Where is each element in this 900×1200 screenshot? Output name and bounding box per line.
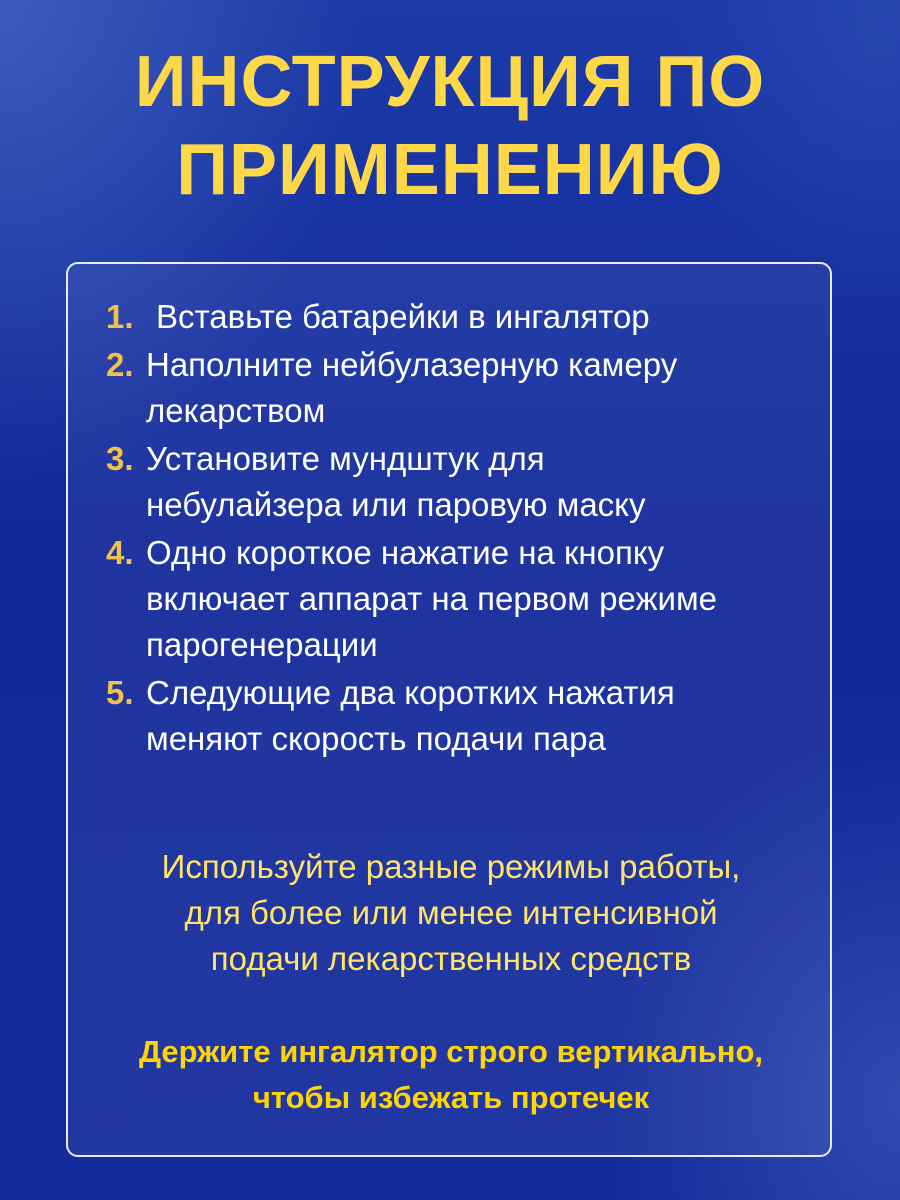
step-number: 5. bbox=[106, 674, 134, 711]
step-line: Одно короткое нажатие на кнопку bbox=[146, 534, 665, 571]
page-title bbox=[0, 38, 900, 214]
step-text bbox=[146, 530, 826, 668]
step-number: 2. bbox=[106, 346, 134, 383]
step-number: 4. bbox=[106, 534, 134, 571]
step-item-1 bbox=[106, 294, 826, 340]
step-line: включает аппарат на первом режиме bbox=[146, 580, 717, 617]
step-line: Следующие два коротких нажатия bbox=[146, 674, 675, 711]
step-line: лекарством bbox=[146, 392, 326, 429]
note-line: Используйте разные режимы работы, bbox=[161, 848, 741, 885]
step-line: Установите мундштук для bbox=[146, 440, 545, 477]
step-text bbox=[146, 670, 826, 762]
step-text bbox=[146, 342, 826, 434]
note-line: для более или менее интенсивной bbox=[184, 894, 718, 931]
step-line: Наполните нейбулазерную камеру bbox=[146, 346, 678, 383]
title-line-1: ИНСТРУКЦИЯ ПО bbox=[134, 42, 766, 122]
steps-list bbox=[106, 294, 826, 764]
usage-note bbox=[68, 844, 834, 982]
step-item-2 bbox=[106, 342, 826, 434]
step-line: парогенерации bbox=[146, 626, 378, 663]
step-text bbox=[156, 294, 826, 340]
instructions-panel bbox=[66, 262, 832, 1157]
warning-line: чтобы избежать протечек bbox=[252, 1080, 650, 1115]
step-number: 3. bbox=[106, 440, 134, 477]
step-item-4 bbox=[106, 530, 826, 668]
step-item-5 bbox=[106, 670, 826, 762]
note-line: подачи лекарственных средств bbox=[210, 940, 692, 977]
step-line: небулайзера или паровую маску bbox=[146, 486, 646, 523]
step-text bbox=[146, 436, 826, 528]
step-line: Вставьте батарейки в ингалятор bbox=[156, 298, 650, 335]
warning-text bbox=[68, 1029, 834, 1121]
title-line-2: ПРИМЕНЕНИЮ bbox=[176, 130, 724, 210]
warning-line: Держите ингалятор строго вертикально, bbox=[138, 1034, 764, 1069]
step-item-3 bbox=[106, 436, 826, 528]
step-number: 1. bbox=[106, 298, 134, 335]
step-line: меняют скорость подачи пара bbox=[146, 720, 606, 757]
